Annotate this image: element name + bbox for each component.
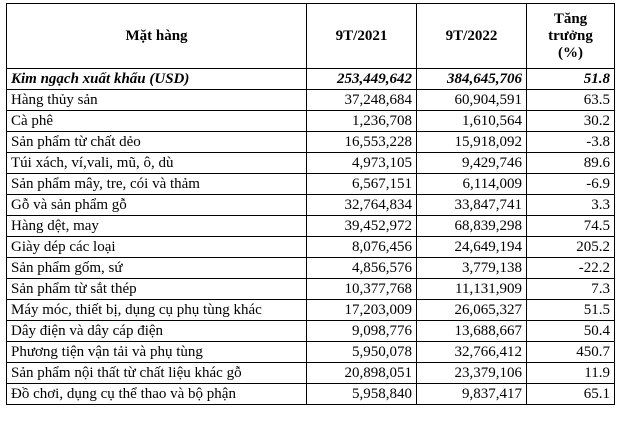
row-growth: 11.9 — [527, 363, 615, 384]
row-2021: 32,764,834 — [307, 195, 417, 216]
row-growth: 450.7 — [527, 342, 615, 363]
table-row — [7, 153, 615, 174]
table-row — [7, 90, 615, 111]
row-name: Gỗ và sản phẩm gỗ — [7, 195, 307, 216]
row-growth: 65.1 — [527, 384, 615, 405]
row-growth: 51.5 — [527, 300, 615, 321]
row-2021: 8,076,456 — [307, 237, 417, 258]
total-2021: 253,449,642 — [307, 69, 417, 90]
total-label: Kim ngạch xuất khẩu (USD) — [7, 69, 307, 90]
total-growth: 51.8 — [527, 69, 615, 90]
header-2022: 9T/2022 — [417, 4, 527, 69]
table-row — [7, 342, 615, 363]
row-2021: 5,958,840 — [307, 384, 417, 405]
total-2022: 384,645,706 — [417, 69, 527, 90]
total-row — [7, 69, 615, 90]
row-2022: 1,610,564 — [417, 111, 527, 132]
row-name: Hàng dệt, may — [7, 216, 307, 237]
row-2021: 37,248,684 — [307, 90, 417, 111]
row-2021: 39,452,972 — [307, 216, 417, 237]
row-2022: 9,837,417 — [417, 384, 527, 405]
table-row — [7, 174, 615, 195]
row-name: Cà phê — [7, 111, 307, 132]
row-2022: 32,766,412 — [417, 342, 527, 363]
row-growth: 74.5 — [527, 216, 615, 237]
row-growth: 3.3 — [527, 195, 615, 216]
row-2022: 9,429,746 — [417, 153, 527, 174]
row-2021: 4,973,105 — [307, 153, 417, 174]
row-name: Sản phẩm nội thất từ chất liệu khác gỗ — [7, 363, 307, 384]
row-name: Túi xách, ví,vali, mũ, ô, dù — [7, 153, 307, 174]
export-table — [6, 3, 615, 405]
table-row — [7, 363, 615, 384]
row-name: Phương tiện vận tải và phụ tùng — [7, 342, 307, 363]
row-growth: -3.8 — [527, 132, 615, 153]
row-2022: 23,379,106 — [417, 363, 527, 384]
row-name: Sản phẩm từ chất dẻo — [7, 132, 307, 153]
row-growth: 63.5 — [527, 90, 615, 111]
row-2022: 3,779,138 — [417, 258, 527, 279]
row-growth: -22.2 — [527, 258, 615, 279]
table-row — [7, 300, 615, 321]
header-growth-line2: trưởng — [548, 27, 593, 44]
header-item: Mặt hàng — [7, 4, 307, 69]
row-2022: 24,649,194 — [417, 237, 527, 258]
row-growth: 50.4 — [527, 321, 615, 342]
row-name: Sản phẩm mây, tre, cói và thảm — [7, 174, 307, 195]
row-2021: 4,856,576 — [307, 258, 417, 279]
row-2022: 15,918,092 — [417, 132, 527, 153]
row-growth: -6.9 — [527, 174, 615, 195]
table-row — [7, 216, 615, 237]
table-row — [7, 321, 615, 342]
row-2022: 13,688,667 — [417, 321, 527, 342]
row-2021: 6,567,151 — [307, 174, 417, 195]
row-2022: 6,114,009 — [417, 174, 527, 195]
row-2021: 5,950,078 — [307, 342, 417, 363]
row-name: Sản phẩm từ sắt thép — [7, 279, 307, 300]
row-growth: 89.6 — [527, 153, 615, 174]
row-name: Dây điện và dây cáp điện — [7, 321, 307, 342]
row-name: Sản phẩm gốm, sứ — [7, 258, 307, 279]
header-growth-line1: Tăng — [553, 10, 588, 27]
row-2021: 9,098,776 — [307, 321, 417, 342]
row-name: Máy móc, thiết bị, dụng cụ phụ tùng khác — [7, 300, 307, 321]
row-2021: 10,377,768 — [307, 279, 417, 300]
header-row — [7, 4, 615, 69]
header-growth-line3: (%) — [558, 44, 583, 61]
row-name: Hàng thủy sản — [7, 90, 307, 111]
table-row — [7, 279, 615, 300]
header-growth — [527, 4, 615, 69]
row-growth: 7.3 — [527, 279, 615, 300]
header-2021: 9T/2021 — [307, 4, 417, 69]
row-2022: 11,131,909 — [417, 279, 527, 300]
row-2022: 60,904,591 — [417, 90, 527, 111]
table-row — [7, 237, 615, 258]
row-2021: 20,898,051 — [307, 363, 417, 384]
row-name: Giày dép các loại — [7, 237, 307, 258]
row-2022: 68,839,298 — [417, 216, 527, 237]
table-row — [7, 384, 615, 405]
table-row — [7, 132, 615, 153]
row-2022: 26,065,327 — [417, 300, 527, 321]
table-row — [7, 258, 615, 279]
row-2021: 1,236,708 — [307, 111, 417, 132]
table-row — [7, 195, 615, 216]
row-growth: 205.2 — [527, 237, 615, 258]
table-row — [7, 111, 615, 132]
row-2022: 33,847,741 — [417, 195, 527, 216]
row-name: Đồ chơi, dụng cụ thể thao và bộ phận — [7, 384, 307, 405]
row-2021: 16,553,228 — [307, 132, 417, 153]
row-growth: 30.2 — [527, 111, 615, 132]
row-2021: 17,203,009 — [307, 300, 417, 321]
